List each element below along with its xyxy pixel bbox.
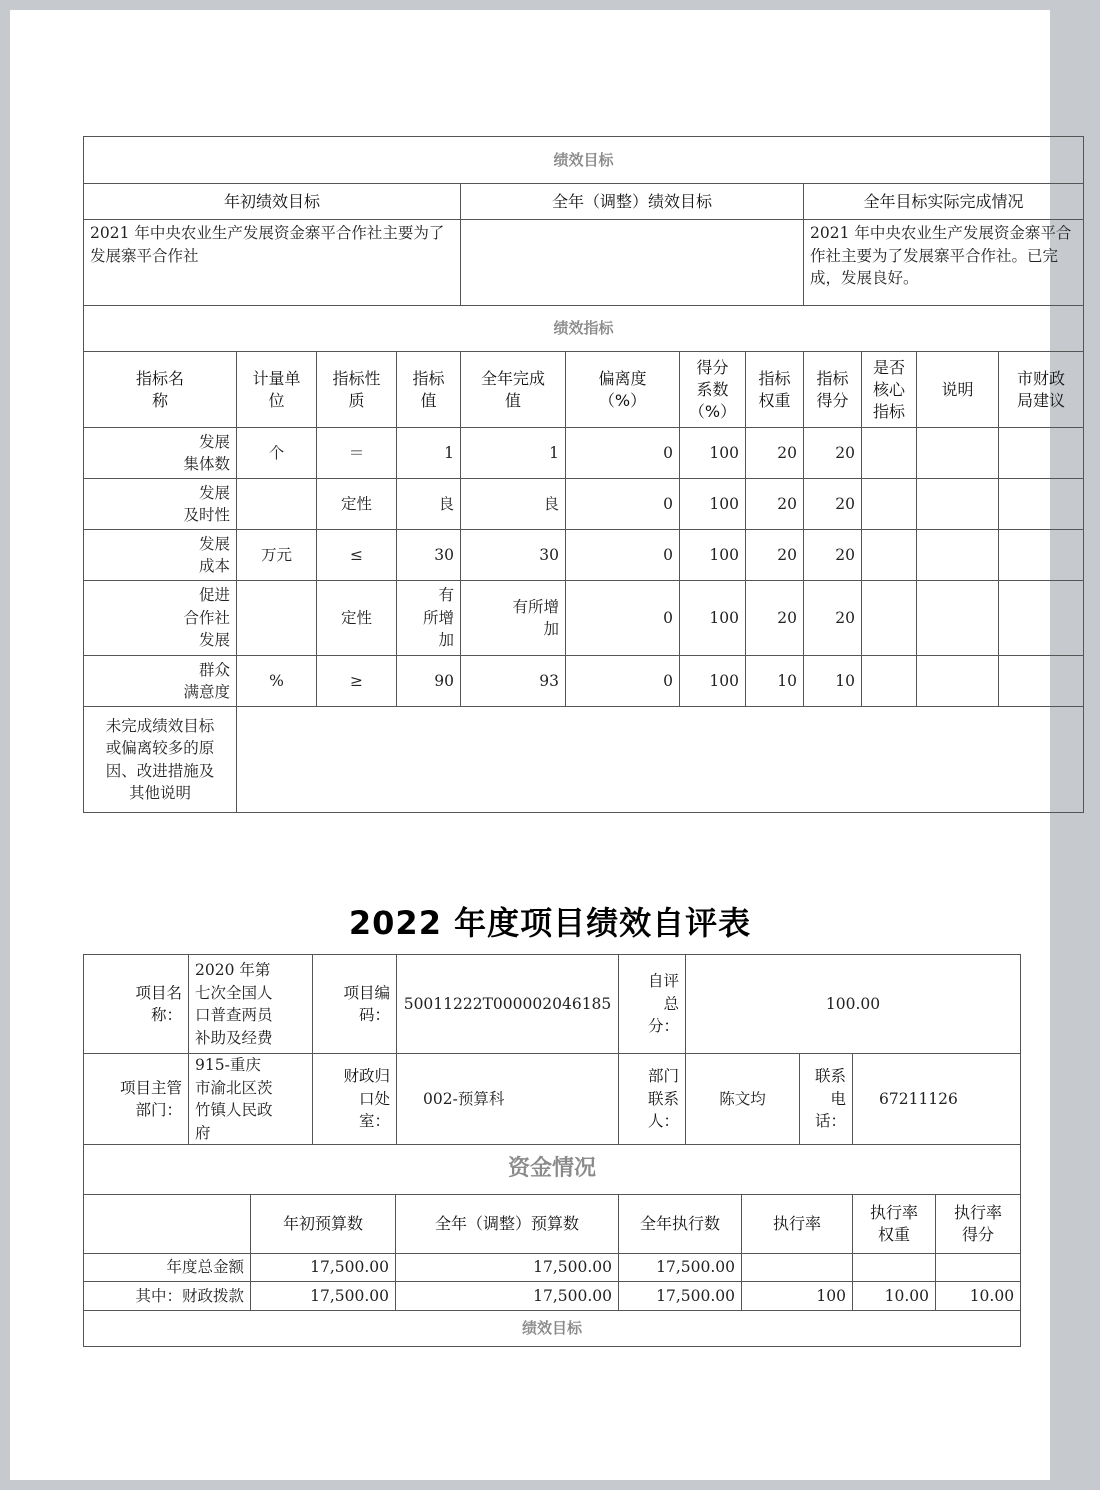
indicator-unit: %	[237, 656, 317, 707]
funds-header-row	[84, 1195, 1021, 1254]
funds-rate-score: 10.00	[936, 1282, 1021, 1311]
indicator-score: 10	[804, 656, 862, 707]
funds-section-label: 资金情况	[84, 1145, 1021, 1195]
indicator-actual: 30	[461, 530, 566, 581]
project-code-label: 项目编 码：	[313, 955, 397, 1054]
indicator-weight: 10	[746, 656, 804, 707]
funds-rate-score	[936, 1254, 1021, 1282]
finance-office-label: 财政归 口处 室：	[313, 1054, 397, 1145]
indicator-coef: 100	[680, 530, 746, 581]
table-row	[84, 428, 1084, 479]
funds-col-header-rate: 执行率	[742, 1195, 853, 1254]
funds-col-header-rate-score: 执行率 得分	[936, 1195, 1021, 1254]
indicator-core	[862, 656, 917, 707]
funds-rate: 100	[742, 1282, 853, 1311]
funds-col-header-adjusted: 全年（调整）预算数	[396, 1195, 619, 1254]
funds-col-header-blank	[84, 1195, 251, 1254]
goal-value-adjusted	[461, 220, 804, 306]
funds-adjusted: 17,500.00	[396, 1282, 619, 1311]
funds-table	[83, 1144, 1021, 1347]
indicator-unit: 个	[237, 428, 317, 479]
project-name-value: 2020 年第 七次全国人 口普查两员 补助及经费	[189, 955, 313, 1054]
indicator-name: 群众 满意度	[84, 656, 237, 707]
goal-header-adjusted: 全年（调整）绩效目标	[461, 184, 804, 220]
indicator-advice	[999, 581, 1084, 656]
indicator-note	[917, 530, 999, 581]
table-row	[84, 1282, 1021, 1311]
table-row	[84, 530, 1084, 581]
indicator-nature: 定性	[317, 581, 397, 656]
goal-value-actual: 2021 年中央农业生产发展资金寨平合作社主要为了发展寨平合作社。已完成，发展良好。	[804, 220, 1084, 306]
project-code-value: 50011222T000002046185	[397, 955, 619, 1054]
indicator-note	[917, 581, 999, 656]
col-header-target: 指标 值	[397, 352, 461, 428]
funds-col-header-executed: 全年执行数	[619, 1195, 742, 1254]
indicator-unit	[237, 479, 317, 530]
indicator-deviation: 0	[566, 656, 680, 707]
col-header-deviation: 偏离度 （%）	[566, 352, 680, 428]
table-row	[84, 656, 1084, 707]
indicator-unit	[237, 581, 317, 656]
section-goals-label: 绩效目标	[84, 137, 1084, 184]
indicator-name: 发展 成本	[84, 530, 237, 581]
funds-executed: 17,500.00	[619, 1282, 742, 1311]
indicator-note	[917, 656, 999, 707]
indicator-nature: ≤	[317, 530, 397, 581]
funds-goals-section-label: 绩效目标	[84, 1311, 1021, 1347]
indicator-core	[862, 581, 917, 656]
col-header-coef: 得分 系数 （%）	[680, 352, 746, 428]
indicator-score: 20	[804, 428, 862, 479]
funds-rate-weight: 10.00	[853, 1282, 936, 1311]
col-header-nature: 指标性 质	[317, 352, 397, 428]
table-row	[84, 479, 1084, 530]
indicator-target: 1	[397, 428, 461, 479]
indicator-name: 发展 集体数	[84, 428, 237, 479]
indicator-target: 90	[397, 656, 461, 707]
table-row	[84, 1254, 1021, 1282]
indicator-coef: 100	[680, 479, 746, 530]
indicator-core	[862, 530, 917, 581]
col-header-score: 指标 得分	[804, 352, 862, 428]
indicator-nature: 定性	[317, 479, 397, 530]
indicator-nature: ≥	[317, 656, 397, 707]
funds-adjusted: 17,500.00	[396, 1254, 619, 1282]
indicator-coef: 100	[680, 656, 746, 707]
dept-value: 915-重庆 市渝北区茨 竹镇人民政 府	[189, 1054, 313, 1145]
indicator-unit: 万元	[237, 530, 317, 581]
table-row	[84, 581, 1084, 656]
project-info-table	[83, 954, 1021, 1145]
finance-office-value: 002-预算科	[397, 1054, 619, 1145]
indicator-coef: 100	[680, 581, 746, 656]
form-title: 2022 年度项目绩效自评表	[348, 904, 752, 942]
indicator-weight: 20	[746, 428, 804, 479]
indicator-deviation: 0	[566, 530, 680, 581]
col-header-core: 是否 核心 指标	[862, 352, 917, 428]
col-header-actual: 全年完成 值	[461, 352, 566, 428]
indicator-target: 30	[397, 530, 461, 581]
indicator-nature: ＝	[317, 428, 397, 479]
goal-header-initial: 年初绩效目标	[84, 184, 461, 220]
indicator-advice	[999, 479, 1084, 530]
funds-initial: 17,500.00	[251, 1282, 396, 1311]
indicator-note	[917, 479, 999, 530]
col-header-unit: 计量单 位	[237, 352, 317, 428]
funds-executed: 17,500.00	[619, 1254, 742, 1282]
indicator-score: 20	[804, 530, 862, 581]
indicator-deviation: 0	[566, 479, 680, 530]
goal-header-actual: 全年目标实际完成情况	[804, 184, 1084, 220]
indicator-advice	[999, 656, 1084, 707]
indicator-name: 促进 合作社 发展	[84, 581, 237, 656]
indicator-weight: 20	[746, 479, 804, 530]
indicator-actual: 93	[461, 656, 566, 707]
indicator-note	[917, 428, 999, 479]
remarks-value	[237, 707, 1084, 813]
col-header-note: 说明	[917, 352, 999, 428]
indicator-actual: 良	[461, 479, 566, 530]
funds-initial: 17,500.00	[251, 1254, 396, 1282]
indicator-deviation: 0	[566, 428, 680, 479]
indicator-actual: 1	[461, 428, 566, 479]
funds-col-header-initial: 年初预算数	[251, 1195, 396, 1254]
previous-performance-table	[83, 136, 1084, 813]
funds-row-label: 年度总金额	[84, 1254, 251, 1282]
phone-label: 联系 电 话：	[800, 1054, 853, 1145]
indicator-deviation: 0	[566, 581, 680, 656]
indicator-advice	[999, 428, 1084, 479]
indicator-name: 发展 及时性	[84, 479, 237, 530]
indicator-actual: 有所增 加	[461, 581, 566, 656]
project-name-label: 项目名 称：	[84, 955, 189, 1054]
indicator-weight: 20	[746, 530, 804, 581]
indicator-score: 20	[804, 479, 862, 530]
section-indicators-label: 绩效指标	[84, 306, 1084, 352]
indicator-target: 良	[397, 479, 461, 530]
phone-value: 67211126	[853, 1054, 1021, 1145]
goal-value-initial: 2021 年中央农业生产发展资金寨平合作社主要为了发展寨平合作社	[84, 220, 461, 306]
indicator-core	[862, 428, 917, 479]
funds-rate-weight	[853, 1254, 936, 1282]
funds-col-header-rate-weight: 执行率 权重	[853, 1195, 936, 1254]
indicator-core	[862, 479, 917, 530]
funds-rate	[742, 1254, 853, 1282]
dept-label: 项目主管 部门：	[84, 1054, 189, 1145]
funds-row-label: 其中：财政拨款	[84, 1282, 251, 1311]
col-header-advice: 市财政 局建议	[999, 352, 1084, 428]
contact-value: 陈文均	[686, 1054, 800, 1145]
indicator-coef: 100	[680, 428, 746, 479]
contact-label: 部门 联系 人：	[619, 1054, 686, 1145]
indicator-weight: 20	[746, 581, 804, 656]
col-header-name: 指标名 称	[84, 352, 237, 428]
self-score-label: 自评 总 分：	[619, 955, 686, 1054]
indicator-target: 有 所增 加	[397, 581, 461, 656]
col-header-weight: 指标 权重	[746, 352, 804, 428]
remarks-label: 未完成绩效目标 或偏离较多的原 因、改进措施及 其他说明	[84, 707, 237, 813]
indicator-score: 20	[804, 581, 862, 656]
indicator-header-row	[84, 352, 1084, 428]
indicator-advice	[999, 530, 1084, 581]
self-score-value: 100.00	[686, 955, 1021, 1054]
